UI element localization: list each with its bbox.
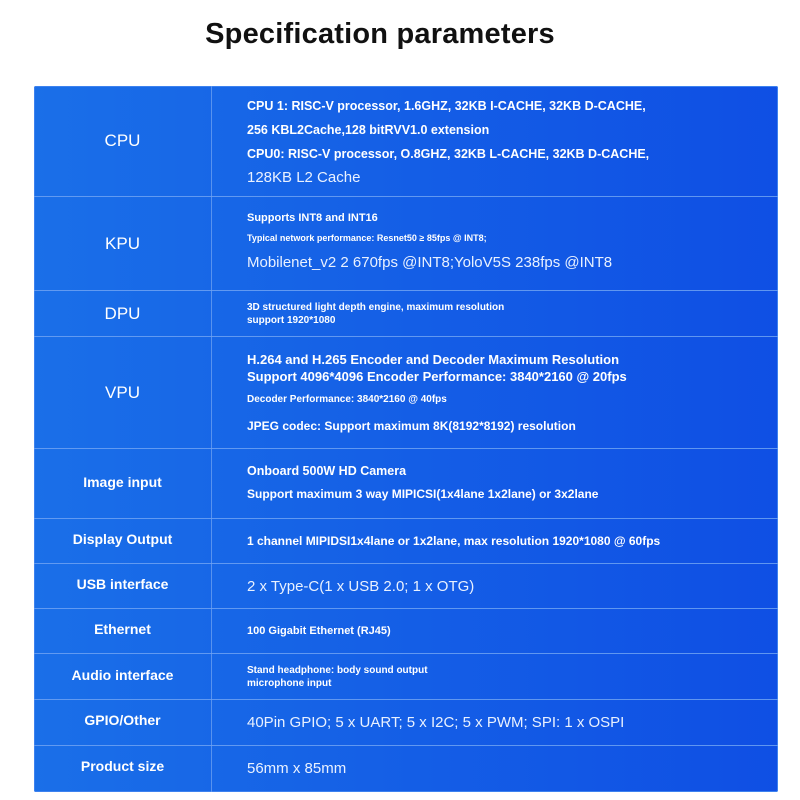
value-line: H.264 and H.265 Encoder and Decoder Maximum Resolution [247,352,620,367]
value-line: 256 KBL2Cache,128 bitRVV1.0 extension [247,123,490,137]
row-value-vpu [247,344,767,444]
row-value-display-output [247,519,767,562]
value-line: 2 x Type-C(1 x USB 2.0; 1 x OTG) [247,577,475,595]
row-value-usb-interface [247,564,767,609]
value-line: Onboard 500W HD Camera [247,464,407,478]
row-label-gpio-other: GPIO/Other [84,712,161,728]
row-value-image-input [247,454,767,510]
row-label-image-input: Image input [83,474,162,490]
value-line: CPU0: RISC-V processor, O.8GHZ, 32KB L-CACHE, 32KB D-CACHE, [247,147,650,161]
column-divider [211,86,212,792]
row-label-audio-interface: Audio interface [71,667,174,683]
value-line: 128KB L2 Cache [247,169,361,186]
row-value-dpu [247,291,767,336]
row-value-product-size [247,746,767,792]
value-line: Typical network performance: Resnet50 ≥ 85fps @ INT8; [247,233,487,243]
value-line: JPEG codec: Support maximum 8K(8192*8192) resolution [247,419,576,433]
row-label-display-output: Display Output [72,531,173,547]
page-title: Specification parameters [205,18,555,50]
row-label-kpu: KPU [105,233,140,253]
row-label-vpu: VPU [105,382,140,402]
row-label-product-size: Product size [80,758,165,774]
value-line: Mobilenet_v2 2 670fps @INT8;YoloV5S 238fps @INT8 [247,254,613,271]
value-line: 1 channel MIPIDSI1x4lane or 1x2lane, max resolution 1920*1080 @ 60fps [247,533,661,548]
row-label-cpu: CPU [104,131,141,150]
value-line: 3D structured light depth engine, maximum resolution [247,301,505,313]
row-value-ethernet [247,609,767,652]
row-label-usb-interface: USB interface [76,576,169,592]
value-line: Supports INT8 and INT16 [247,212,378,224]
spec-table [34,86,778,792]
value-line: 40Pin GPIO; 5 x UART; 5 x I2C; 5 x PWM; SPI: 1 x OSPI [247,713,625,731]
row-value-kpu [247,198,767,288]
value-line: Support maximum 3 way MIPICSI(1x4lane 1x2lane) or 3x2lane [247,487,599,501]
row-value-gpio-other [247,700,767,745]
value-line: microphone input [247,677,332,689]
value-line: support 1920*1080 [247,314,336,326]
row-value-cpu [247,90,767,194]
value-line: Support 4096*4096 Encoder Performance: 3840*2160 @ 20fps [247,369,627,384]
row-value-audio-interface [247,654,767,699]
value-line: CPU 1: RISC-V processor, 1.6GHZ, 32KB I-CACHE, 32KB D-CACHE, [247,99,646,113]
value-line: Decoder Performance: 3840*2160 @ 40fps [247,394,447,405]
row-label-dpu: DPU [104,303,141,323]
value-line: Stand headphone: body sound output [247,664,428,676]
row-label-ethernet: Ethernet [94,621,151,637]
value-line: 100 Gigabit Ethernet (RJ45) [247,624,391,637]
value-line: 56mm x 85mm [247,760,347,777]
